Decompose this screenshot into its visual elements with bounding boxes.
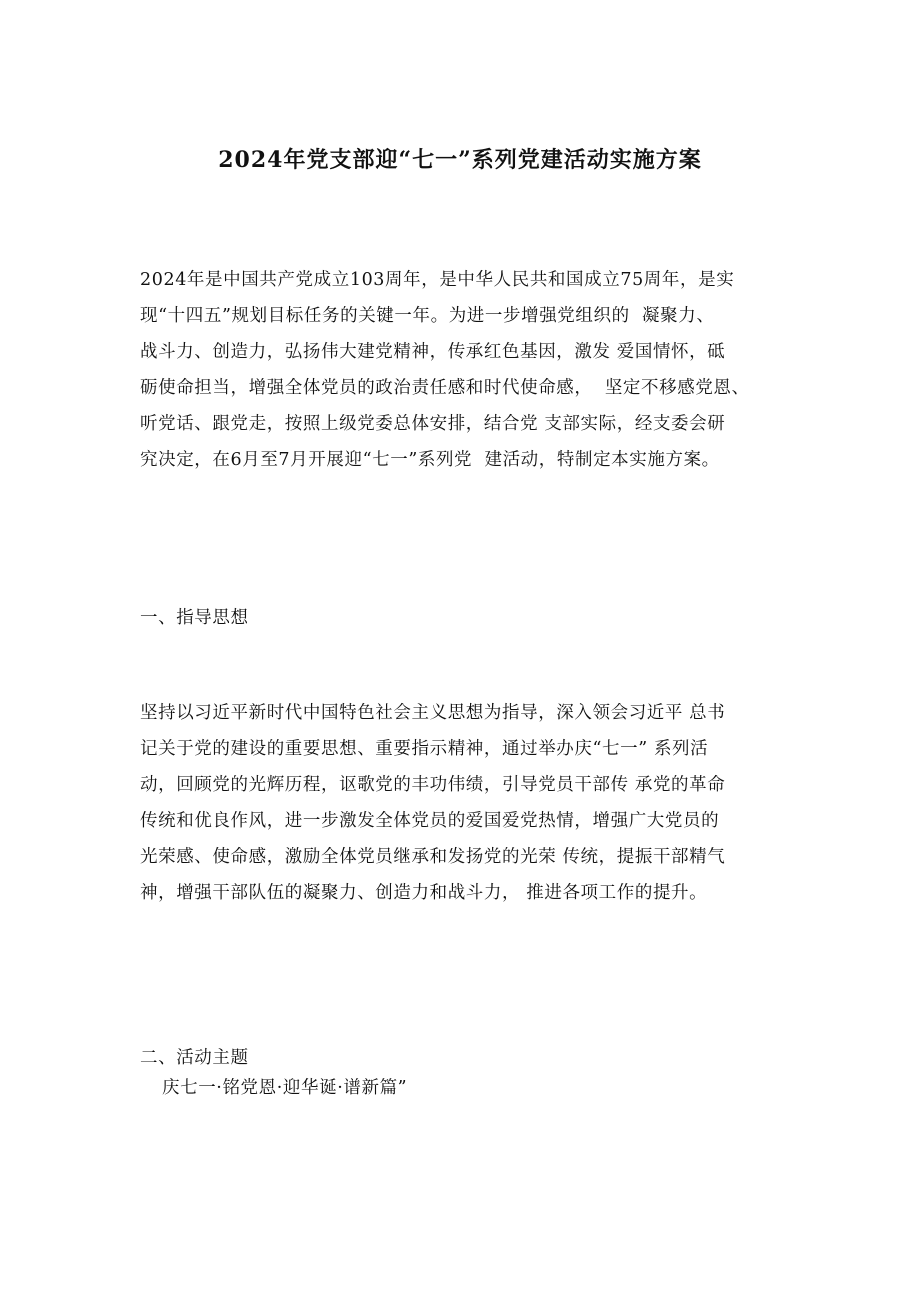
guiding-ideology-line: 神，增强干部队伍的凝聚力、创造力和战斗力， 推进各项工作的提升。 [140,883,708,903]
intro-line: 2024年是中国共产党成立103周年，是中华人民共和国成立75周年，是实 [140,270,735,290]
guiding-ideology-line: 动，回顾党的光辉历程，讴歌党的丰功伟绩，引导党员干部传 承党的革命 [140,775,726,795]
guiding-ideology-line: 光荣感、使命感，激励全体党员继承和发扬党的光荣 传统，提振干部精气 [140,847,726,867]
intro-line: 砺使命担当，增强全体党员的政治责任感和时代使命感， 坚定不移感党恩、 [140,378,750,398]
document-title: 2024年党支部迎“七一”系列党建活动实施方案 [218,147,702,173]
intro-line: 现“十四五”规划目标任务的关键一年。为进一步增强党组织的 凝聚力、 [140,306,715,326]
guiding-ideology-line: 坚持以习近平新时代中国特色社会主义思想为指导，深入领会习近平 总书 [140,703,726,723]
section-heading-activity-theme: 二、活动主题 [140,1048,249,1068]
guiding-ideology-line: 记关于党的建设的重要思想、重要指示精神，通过举办庆“七一” 系列活 [140,739,709,759]
guiding-ideology-paragraph [140,695,800,911]
intro-line: 听党话、跟党走，按照上级党委总体安排，结合党 支部实际，经支委会研 [140,414,726,434]
section-heading-guiding-ideology: 一、指导思想 [140,608,249,628]
activity-theme-text: 庆七一·铭党恩·迎华诞·谱新篇” [162,1078,408,1098]
intro-line: 战斗力、创造力，弘扬伟大建党精神，传承红色基因，激发 爱国情怀，砥 [140,342,726,362]
guiding-ideology-line: 传统和优良作风，进一步激发全体党员的爱国爱党热情，增强广大党员的 [140,811,720,831]
intro-line: 究决定，在6月至7月开展迎“七一”系列党 建活动，特制定本实施方案。 [140,450,720,470]
intro-paragraph [140,262,800,478]
